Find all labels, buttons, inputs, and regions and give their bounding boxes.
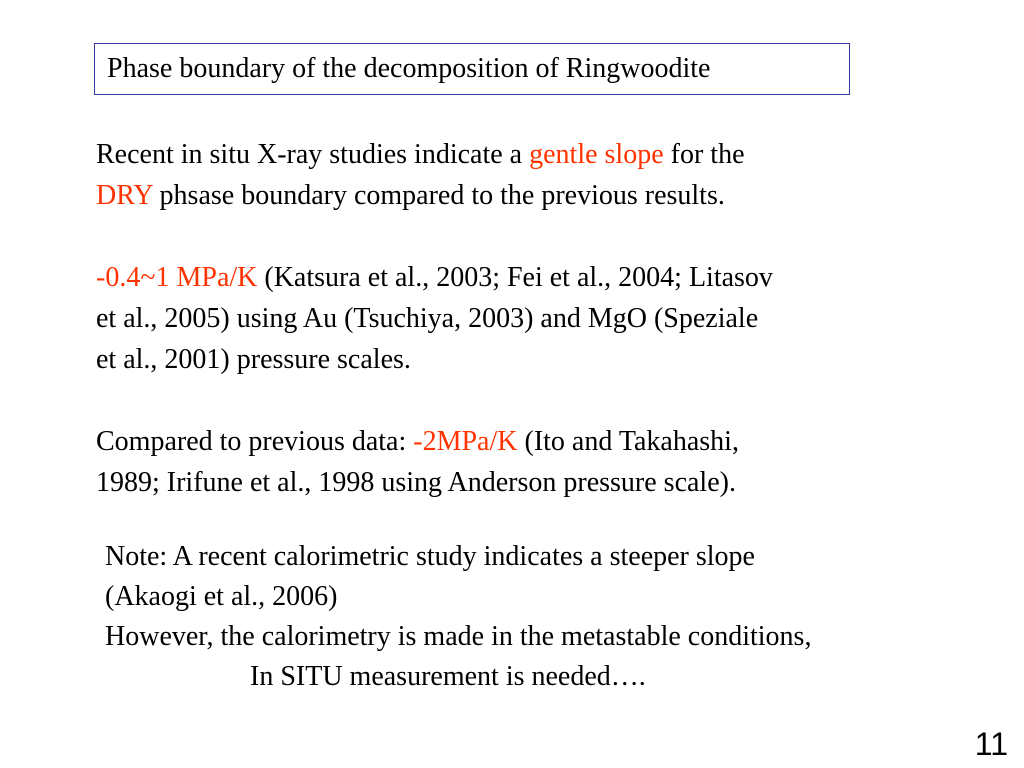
- paragraph-line: [96, 134, 745, 175]
- slide-title-box: [94, 43, 850, 95]
- paragraph-previous-data: [96, 421, 739, 503]
- paragraph-dry-slope: [96, 134, 745, 216]
- highlighted-text: -2MPa/K: [413, 426, 518, 457]
- paragraph-line: et al., 2001) pressure scales.: [96, 344, 411, 375]
- text-segment: (Katsura et al., 2003; Fei et al., 2004; Litasov: [257, 262, 773, 293]
- paragraph-recent-values: [96, 257, 773, 380]
- paragraph-line: [96, 421, 739, 462]
- paragraph-line: However, the calorimetry is made in the metastable conditions,: [105, 621, 812, 652]
- paragraph-note: [105, 537, 811, 697]
- text-segment: Recent in situ X-ray studies indicate a: [96, 139, 530, 170]
- text-segment: Compared to previous data:: [96, 426, 414, 457]
- text-segment: (Ito and Takahashi,: [517, 426, 739, 457]
- slide-title: Phase boundary of the decomposition of Ringwoodite: [107, 53, 711, 84]
- paragraph-line: [96, 257, 773, 298]
- highlighted-text: -0.4~1 MPa/K: [96, 262, 258, 293]
- slide-number: 11: [974, 726, 1008, 762]
- highlighted-text: gentle slope: [529, 139, 664, 170]
- text-segment: phsase boundary compared to the previous results.: [152, 180, 725, 211]
- paragraph-line: Note: A recent calorimetric study indicates a steeper slope: [105, 541, 755, 572]
- paragraph-line: et al., 2005) using Au (Tsuchiya, 2003) and MgO (Speziale: [96, 303, 759, 334]
- text-segment: for the: [663, 139, 745, 170]
- highlighted-text: DRY: [96, 180, 153, 211]
- paragraph-line: In SITU measurement is needed….: [250, 661, 646, 692]
- paragraph-line: 1989; Irifune et al., 1998 using Anderson pressure scale).: [96, 467, 736, 498]
- paragraph-line: (Akaogi et al., 2006): [105, 581, 338, 612]
- paragraph-line: [96, 175, 745, 216]
